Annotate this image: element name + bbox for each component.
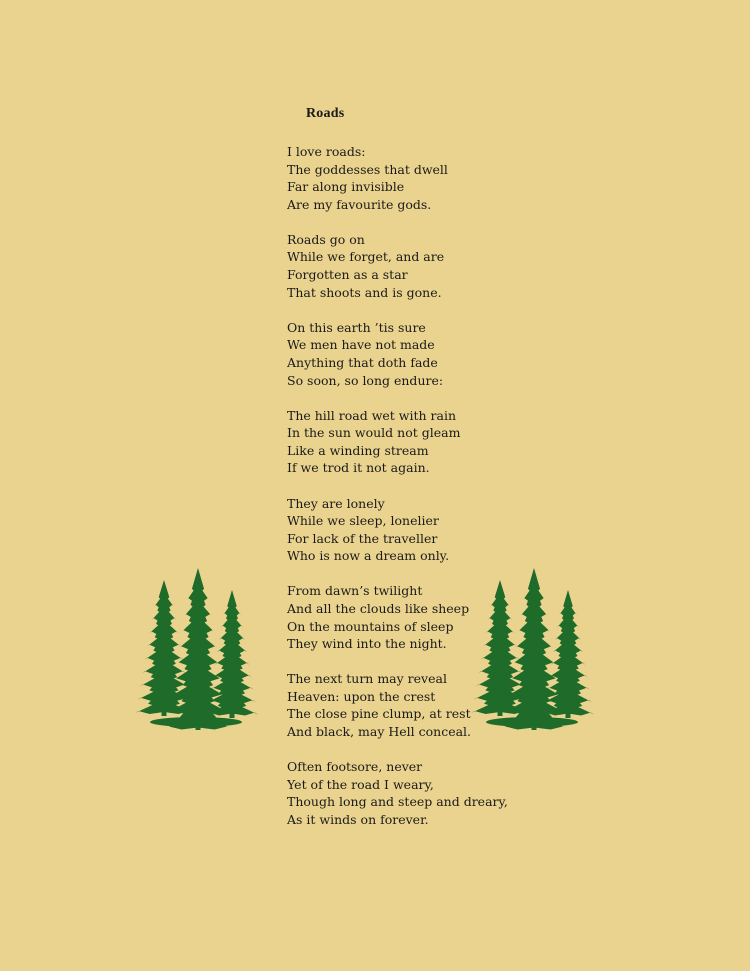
pine-trunk <box>162 702 167 716</box>
poem-line: The close pine clump, at rest <box>287 706 471 722</box>
poem-line: Forgotten as a star <box>287 267 408 283</box>
poem-line: From dawn’s twilight <box>287 583 423 599</box>
pine-trees-icon <box>126 568 262 734</box>
stanza-8 <box>287 758 587 828</box>
poem-body <box>287 143 587 846</box>
stanza-2 <box>287 231 587 301</box>
stanza-3 <box>287 319 587 389</box>
poem-line: They are lonely <box>287 495 385 511</box>
poem-line: Heaven: upon the crest <box>287 688 436 704</box>
stanza-1 <box>287 143 587 213</box>
poem-line: So soon, so long endure: <box>287 372 444 388</box>
poem-line: Yet of the road I weary, <box>287 776 434 792</box>
poem-line: They wind into the night. <box>287 636 447 652</box>
poem-line: For lack of the traveller <box>287 530 438 546</box>
poem-line: I love roads: <box>287 144 366 159</box>
poem-line: The goddesses that dwell <box>287 161 448 177</box>
poem-line: Are my favourite gods. <box>287 196 432 212</box>
poem-line: The hill road wet with rain <box>287 407 457 423</box>
poem-line: Who is now a dream only. <box>287 548 450 564</box>
poem-line: On the mountains of sleep <box>287 618 454 634</box>
ground-shadow <box>486 717 578 727</box>
stanza-4 <box>287 407 587 477</box>
poem-title: Roads <box>306 106 345 121</box>
poem-line: And all the clouds like sheep <box>287 600 470 616</box>
pine-trunk <box>498 702 503 716</box>
pine-trees-icon <box>462 568 598 734</box>
poem-line: Often footsore, never <box>287 759 423 775</box>
poem-line: Anything that doth fade <box>287 354 438 370</box>
poem-line: As it winds on forever. <box>287 811 429 827</box>
ground-shadow <box>150 717 242 727</box>
poem-line: On this earth ’tis sure <box>287 319 426 335</box>
poem-line: In the sun would not gleam <box>287 425 461 441</box>
poem-line: If we trod it not again. <box>287 460 430 476</box>
pine-trunk <box>566 704 571 718</box>
poem-line: Like a winding stream <box>287 442 429 458</box>
poem-line: While we forget, and are <box>287 249 445 265</box>
poem-line: Roads go on <box>287 231 365 247</box>
poem-line: We men have not made <box>287 337 435 353</box>
poem-line: Far along invisible <box>287 179 405 195</box>
poem-line: Though long and steep and dreary, <box>287 794 508 810</box>
poem-line: The next turn may reveal <box>287 671 447 687</box>
poem-line: While we sleep, lonelier <box>287 513 439 529</box>
pine-trunk <box>230 704 235 718</box>
stanza-5 <box>287 495 587 565</box>
poem-line: And black, may Hell conceal. <box>287 724 472 740</box>
poem-line: That shoots and is gone. <box>287 284 442 300</box>
